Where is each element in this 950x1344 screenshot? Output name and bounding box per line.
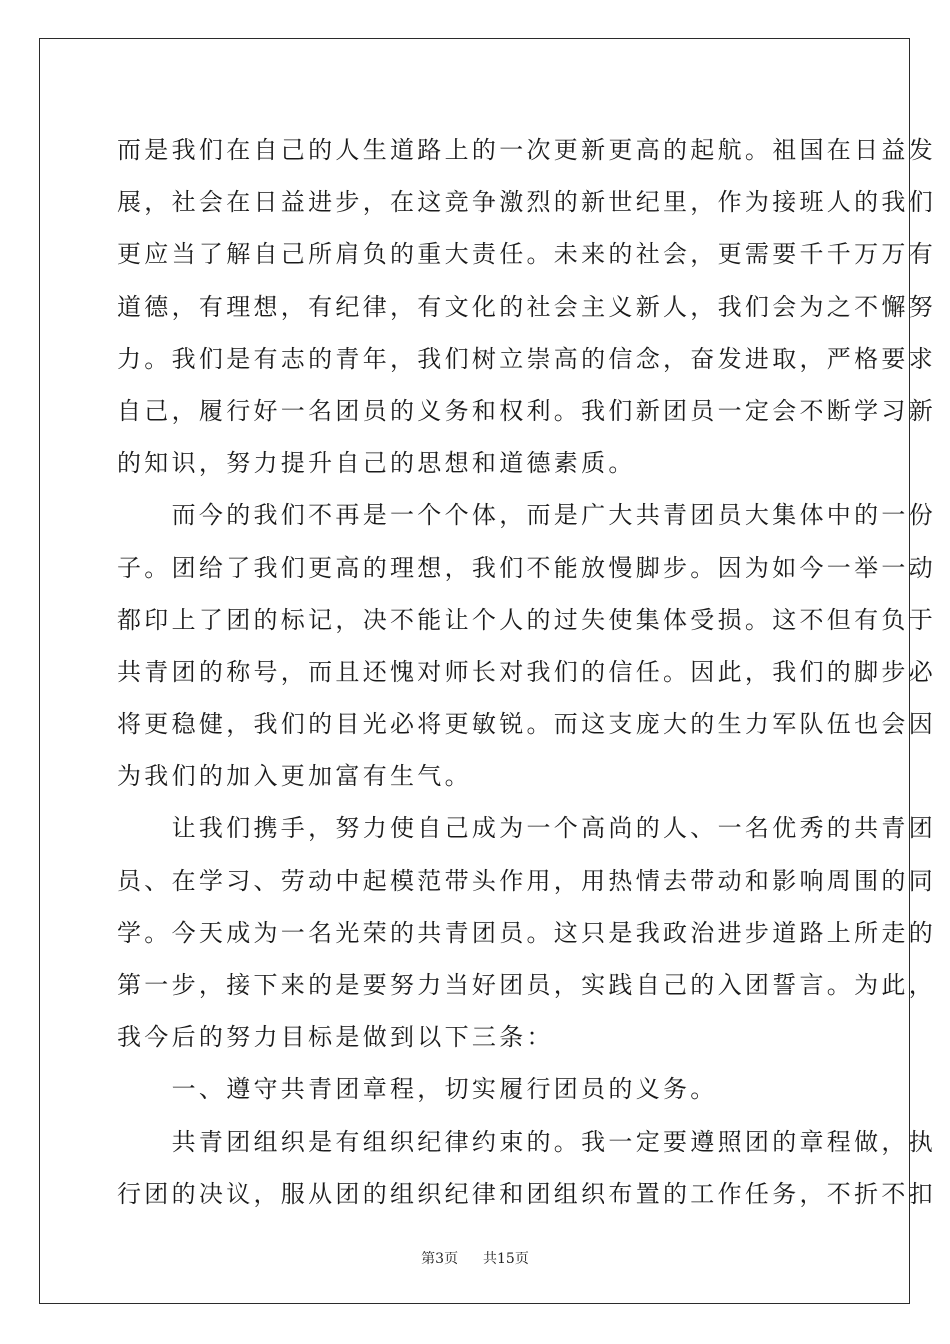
text-line: 一、遵守共青团章程，切实履行团员的义务。 <box>117 1075 718 1104</box>
page-footer <box>0 1248 950 1268</box>
text-line: 共青团的称号，而且还愧对师长对我们的信任。因此，我们的脚步必 <box>117 657 936 686</box>
text-line: 子。团给了我们更高的理想，我们不能放慢脚步。因为如今一举一动 <box>117 553 936 582</box>
text-line: 而今的我们不再是一个个体，而是广大共青团员大集体中的一份 <box>117 501 936 530</box>
text-line: 学。今天成为一名光荣的共青团员。这只是我政治进步道路上所走的 <box>117 918 936 947</box>
page-total: 共15页 <box>483 1251 529 1267</box>
text-line: 更应当了解自己所肩负的重大责任。未来的社会，更需要千千万万有 <box>117 240 936 269</box>
text-line: 展，社会在日益进步，在这竞争激烈的新世纪里，作为接班人的我们 <box>117 188 936 217</box>
text-line: 道德，有理想，有纪律，有文化的社会主义新人，我们会为之不懈努 <box>117 292 936 321</box>
text-line: 行团的决议，服从团的组织纪律和团组织布置的工作任务，不折不扣 <box>117 1179 936 1208</box>
text-line: 都印上了团的标记，决不能让个人的过失使集体受损。这不但有负于 <box>117 605 936 634</box>
text-line: 自己，履行好一名团员的义务和权利。我们新团员一定会不断学习新 <box>117 396 936 425</box>
text-line: 我今后的努力目标是做到以下三条： <box>117 1023 554 1052</box>
text-line: 员、在学习、劳动中起模范带头作用，用热情去带动和影响周围的同 <box>117 866 936 895</box>
text-line: 而是我们在自己的人生道路上的一次更新更高的起航。祖国在日益发 <box>117 136 936 164</box>
page-number: 第3页 <box>421 1251 459 1267</box>
text-line: 力。我们是有志的青年，我们树立崇高的信念，奋发进取，严格要求 <box>117 344 936 373</box>
text-line: 第一步，接下来的是要努力当好团员，实践自己的入团誓言。为此， <box>117 971 936 999</box>
document-body <box>117 124 936 1220</box>
text-line: 共青团组织是有组织纪律约束的。我一定要遵照团的章程做，执 <box>117 1127 936 1156</box>
text-line: 将更稳健，我们的目光必将更敏锐。而这支庞大的生力军队伍也会因 <box>117 710 936 739</box>
text-line: 的知识，努力提升自己的思想和道德素质。 <box>117 449 636 478</box>
text-line: 为我们的加入更加富有生气。 <box>117 762 472 791</box>
text-line: 让我们携手，努力使自己成为一个高尚的人、一名优秀的共青团 <box>117 814 936 843</box>
